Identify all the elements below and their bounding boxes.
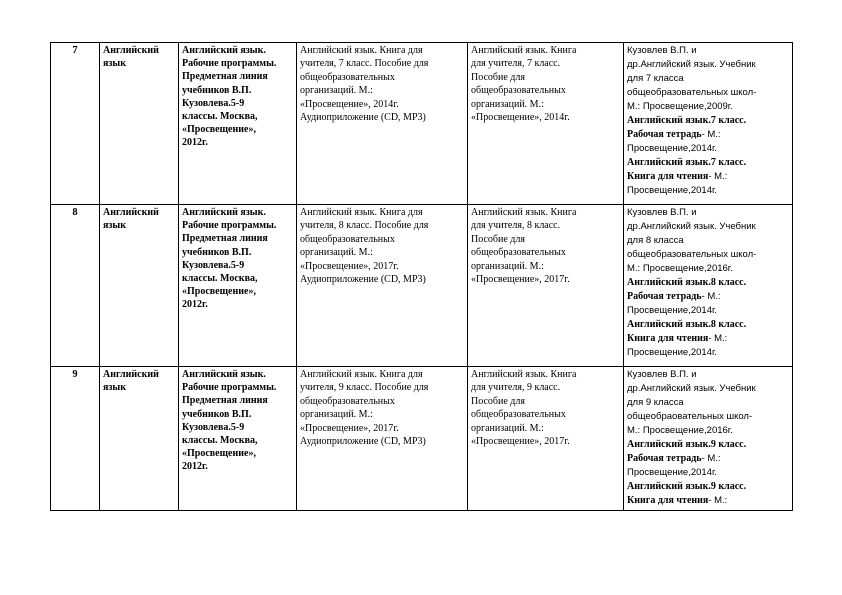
textbook-line: др.Английский язык. Учебник [627, 59, 756, 70]
teacher-book-2-cell: Английский язык. Книга для учителя, 8 класс. Пособие для общеобразовательных организаций. М.: «Просвещение», 2017г. [468, 205, 624, 367]
table-row [51, 367, 793, 511]
textbook-line: для 7 класса [627, 73, 684, 84]
program-cell: Английский язык. Рабочие программы. Предметная линия учебников В.П. Кузовлева.5-9 классы. Москва, «Просвещение», 2012г. [179, 205, 297, 367]
workbook-label: Рабочая тетрадь [627, 129, 702, 140]
program-cell: Английский язык. Рабочие программы. Предметная линия учебников В.П. Кузовлева.5-9 классы. Москва, «Просвещение», 2012г. [179, 43, 297, 205]
reader-label: Книга для чтения [627, 495, 709, 506]
reader-label: Книга для чтения [627, 171, 709, 182]
textbook-line: М.: Просвещение,2009г. [627, 101, 733, 112]
reader-title: Английский язык.9 класс. [627, 481, 747, 492]
table-row [51, 205, 793, 367]
textbook-line: общеобразовательных школ- [627, 249, 757, 260]
reader-publisher-year: Просвещение,2014г. [627, 347, 717, 358]
workbook-publisher-year: Просвещение,2014г. [627, 305, 717, 316]
textbook-line: Кузовлев В.П. и [627, 369, 697, 380]
subject-cell: Английский язык [100, 43, 179, 205]
teacher-book-cell: Английский язык. Книга для учителя, 8 класс. Пособие для общеобразовательных организаций. М.: «Просвещение», 2017г. Аудиоприложение (CD, MP3) [297, 205, 468, 367]
textbook-line: общеобразовательных школ- [627, 87, 757, 98]
textbook-line: общеобраовательных школ- [627, 411, 753, 422]
reader-label: Книга для чтения [627, 333, 709, 344]
workbook-publisher-year: Просвещение,2014г. [627, 467, 717, 478]
workbook-title: Английский язык.8 класс. [627, 277, 747, 288]
reader-publisher-year: Просвещение,2014г. [627, 185, 717, 196]
reader-publisher: - М.: [708, 495, 728, 506]
workbook-publisher-year: Просвещение,2014г. [627, 143, 717, 154]
workbook-label: Рабочая тетрадь [627, 453, 702, 464]
teacher-book-2-cell: Английский язык. Книга для учителя, 9 класс. Пособие для общеобразовательных организаций. М.: «Просвещение», 2017г. [468, 367, 624, 511]
textbook-table [50, 42, 793, 511]
textbook-line: Кузовлев В.П. и [627, 207, 697, 218]
workbook-title: Английский язык.7 класс. [627, 115, 747, 126]
table-row [51, 43, 793, 205]
teacher-book-cell: Английский язык. Книга для учителя, 9 класс. Пособие для общеобразовательных организаций. М.: «Просвещение», 2017г. Аудиоприложение (CD, MP3) [297, 367, 468, 511]
teacher-book-2-cell: Английский язык. Книга для учителя, 7 класс. Пособие для общеобразовательных организаций. М.: «Просвещение», 2014г. [468, 43, 624, 205]
reader-title: Английский язык.7 класс. [627, 157, 747, 168]
textbook-line: др.Английский язык. Учебник [627, 221, 756, 232]
textbook-line: для 8 класса [627, 235, 684, 246]
textbook-line: М.: Просвещение,2016г. [627, 425, 733, 436]
subject-cell: Английский язык [100, 205, 179, 367]
textbooks-cell [624, 205, 793, 367]
textbook-line: Кузовлев В.П. и [627, 45, 697, 56]
workbook-publisher: - М.: [701, 453, 721, 464]
textbook-line: др.Английский язык. Учебник [627, 383, 756, 394]
textbook-line: М.: Просвещение,2016г. [627, 263, 733, 274]
grade-number: 8 [51, 205, 100, 367]
teacher-book-cell: Английский язык. Книга для учителя, 7 класс. Пособие для общеобразовательных организаций. М.: «Просвещение», 2014г. Аудиоприложение (CD, MP3) [297, 43, 468, 205]
workbook-title: Английский язык.9 класс. [627, 439, 747, 450]
workbook-publisher: - М.: [701, 291, 721, 302]
workbook-publisher: - М.: [701, 129, 721, 140]
program-cell: Английский язык. Рабочие программы. Предметная линия учебников В.П. Кузовлева.5-9 классы. Москва, «Просвещение», 2012г. [179, 367, 297, 511]
reader-title: Английский язык.8 класс. [627, 319, 747, 330]
reader-publisher: - М.: [708, 333, 728, 344]
reader-publisher: - М.: [708, 171, 728, 182]
textbooks-cell [624, 43, 793, 205]
grade-number: 9 [51, 367, 100, 511]
textbooks-cell [624, 367, 793, 511]
workbook-label: Рабочая тетрадь [627, 291, 702, 302]
grade-number: 7 [51, 43, 100, 205]
subject-cell: Английский язык [100, 367, 179, 511]
textbook-line: для 9 класса [627, 397, 684, 408]
